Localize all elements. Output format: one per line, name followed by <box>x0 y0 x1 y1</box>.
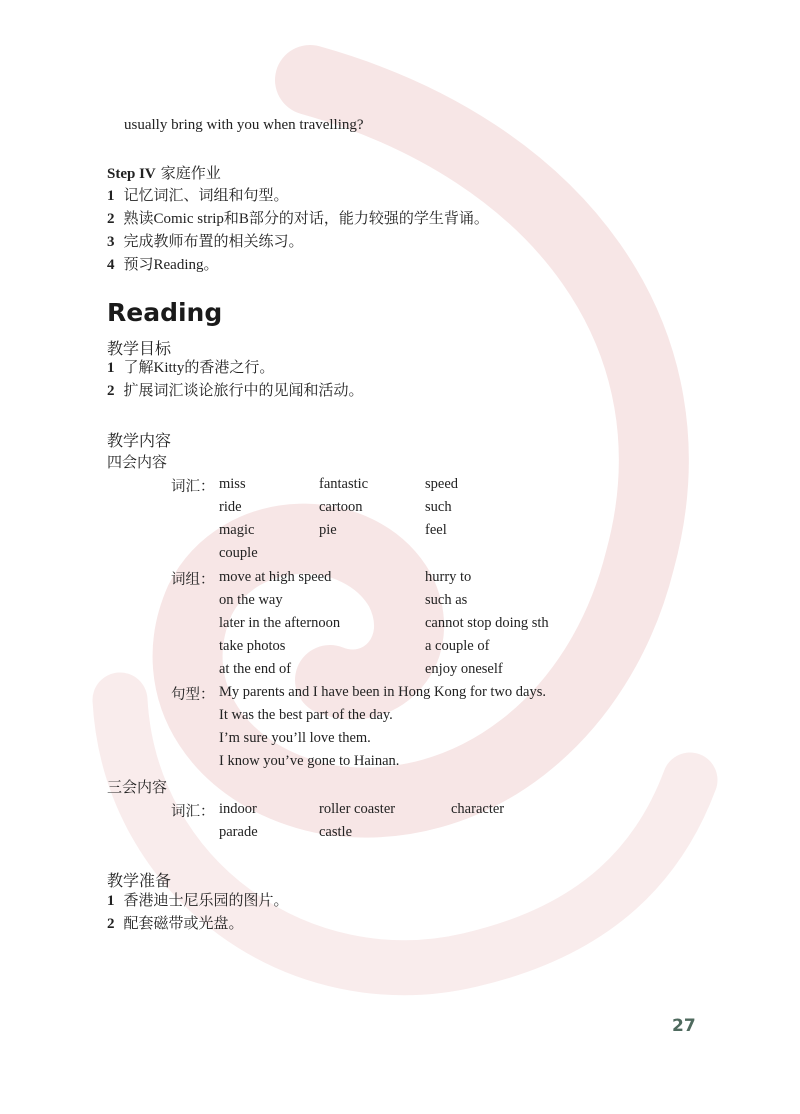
vocab-word: parade <box>219 824 258 840</box>
vocab-word: feel <box>425 522 447 538</box>
reading-title: Reading <box>107 298 223 327</box>
four-skills-heading: 四会内容 <box>107 455 168 471</box>
item-number: 2 <box>107 916 115 932</box>
vocab-word: miss <box>219 476 246 492</box>
vocab-label: 词汇： <box>171 804 215 820</box>
vocab-word: pie <box>319 522 337 538</box>
item-text: 扩展词汇谈论旅行中的见闻和活动。 <box>123 383 364 399</box>
phrase: later in the afternoon <box>219 615 341 631</box>
vocab-label: 词汇： <box>171 479 215 495</box>
sentence: My parents and I have been in Hong Kong for two days. <box>219 684 546 700</box>
vocab-word: indoor <box>219 801 257 817</box>
preparation-item-2 <box>107 914 244 934</box>
item-number: 1 <box>107 188 115 204</box>
step4-heading <box>107 162 221 183</box>
objectives-heading: 教学目标 <box>107 339 172 358</box>
vocab-word: roller coaster <box>319 801 396 817</box>
vocab-word: ride <box>219 499 242 515</box>
step4-item-1 <box>107 186 289 206</box>
step4-item-4 <box>107 255 219 275</box>
phrase: cannot stop doing sth <box>425 615 549 631</box>
vocab-word: such <box>425 499 452 515</box>
intro-line: usually bring with you when travelling? <box>124 117 364 133</box>
phrases-label: 词组： <box>171 572 215 588</box>
item-number: 1 <box>107 893 115 909</box>
preparation-heading: 教学准备 <box>107 871 172 890</box>
phrase: on the way <box>219 592 283 608</box>
vocab-word: magic <box>219 522 255 538</box>
three-skills-heading: 三会内容 <box>107 780 168 796</box>
item-text: 了解Kitty的香港之行。 <box>123 360 275 376</box>
step4-item-3 <box>107 232 304 252</box>
phrase: such as <box>425 592 468 608</box>
step4-title: 家庭作业 <box>160 166 221 182</box>
phrase: hurry to <box>425 569 472 585</box>
step4-label: Step IV <box>107 166 156 182</box>
page-number: 27 <box>672 1016 696 1036</box>
phrase: at the end of <box>219 661 292 677</box>
phrase: enjoy oneself <box>425 661 503 677</box>
item-text: 香港迪士尼乐园的图片。 <box>123 893 289 909</box>
phrase: move at high speed <box>219 569 332 585</box>
vocab-word: couple <box>219 545 258 561</box>
item-text: 熟读Comic strip和B部分的对话，能力较强的学生背诵。 <box>123 211 489 227</box>
item-number: 3 <box>107 234 115 250</box>
sentence: It was the best part of the day. <box>219 707 393 723</box>
item-text: 预习Reading。 <box>123 257 219 273</box>
objective-item-1 <box>107 358 274 378</box>
item-number: 1 <box>107 360 115 376</box>
phrase: take photos <box>219 638 286 654</box>
sentences-label: 句型： <box>171 687 215 703</box>
item-text: 配套磁带或光盘。 <box>123 916 244 932</box>
content-heading: 教学内容 <box>107 431 172 450</box>
step4-item-2 <box>107 209 489 229</box>
vocab-word: fantastic <box>319 476 369 492</box>
item-number: 4 <box>107 257 115 273</box>
objective-item-2 <box>107 381 364 401</box>
sentence: I’m sure you’ll love them. <box>219 730 371 746</box>
phrase: a couple of <box>425 638 490 654</box>
vocab-word: cartoon <box>319 499 363 515</box>
item-number: 2 <box>107 211 115 227</box>
vocab-word: speed <box>425 476 459 492</box>
vocab-word: castle <box>319 824 353 840</box>
item-text: 记忆词汇、词组和句型。 <box>123 188 289 204</box>
sentence: I know you’ve gone to Hainan. <box>219 753 400 769</box>
vocab-word: character <box>451 801 505 817</box>
item-text: 完成教师布置的相关练习。 <box>123 234 304 250</box>
preparation-item-1 <box>107 891 289 911</box>
item-number: 2 <box>107 383 115 399</box>
